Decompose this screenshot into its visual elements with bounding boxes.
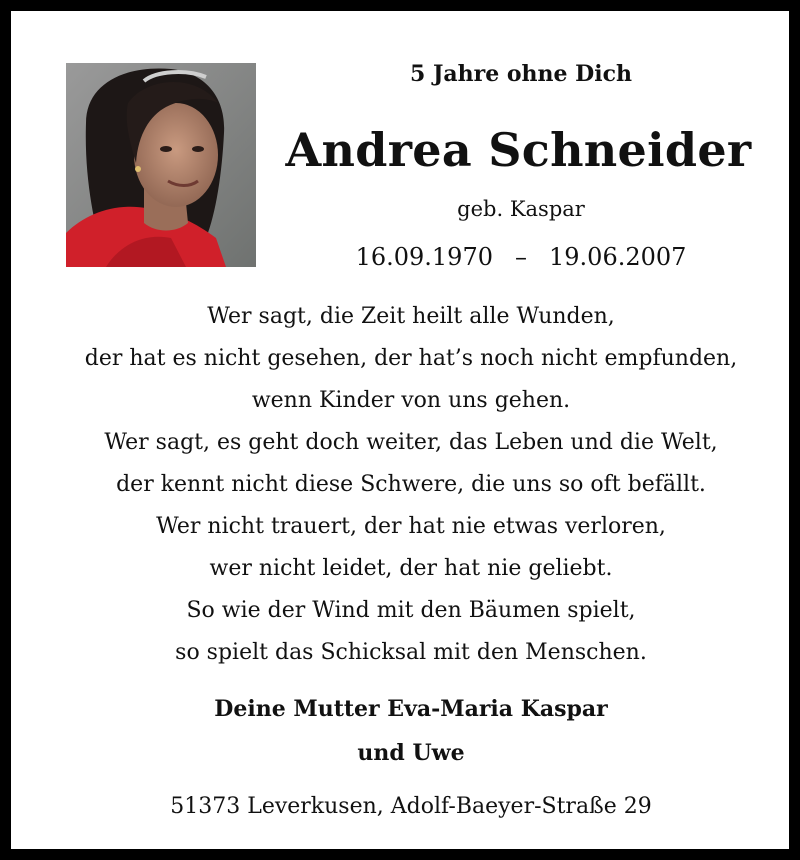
signature-line: und Uwe	[357, 740, 465, 766]
signature-line: Deine Mutter Eva-Maria Kaspar	[214, 696, 608, 722]
poem-line: Wer nicht trauert, der hat nie etwas verloren,	[156, 514, 666, 539]
birth-date: 16.09.1970	[355, 243, 493, 271]
poem-line: der kennt nicht diese Schwere, die uns so oft befällt.	[116, 472, 706, 497]
death-date: 19.06.2007	[549, 243, 687, 271]
family-address: 51373 Leverkusen, Adolf-Baeyer-Straße 29	[170, 794, 652, 819]
poem-line: der hat es nicht gesehen, der hat’s noch nicht empfunden,	[84, 346, 738, 371]
mourners-signature	[111, 687, 711, 775]
poem-line: Wer sagt, die Zeit heilt alle Wunden,	[207, 304, 615, 329]
poem-line: wer nicht leidet, der hat nie geliebt.	[209, 556, 613, 581]
poem-line: so spielt das Schicksal mit den Menschen.	[175, 640, 647, 665]
poem-line: So wie der Wind mit den Bäumen spielt,	[186, 598, 636, 623]
birth-name: geb. Kaspar	[457, 197, 585, 221]
poem-line: Wer sagt, es geht doch weiter, das Leben und die Welt,	[104, 430, 718, 455]
date-separator: –	[515, 243, 527, 271]
deceased-name: Andrea Schneider	[285, 123, 752, 177]
memorial-poem	[31, 296, 791, 674]
life-dates	[311, 243, 731, 271]
portrait-photo	[66, 63, 256, 267]
poem-line: wenn Kinder von uns gehen.	[251, 388, 571, 413]
anniversary-subtitle: 5 Jahre ohne Dich	[409, 61, 633, 87]
portrait-illustration	[66, 63, 256, 267]
